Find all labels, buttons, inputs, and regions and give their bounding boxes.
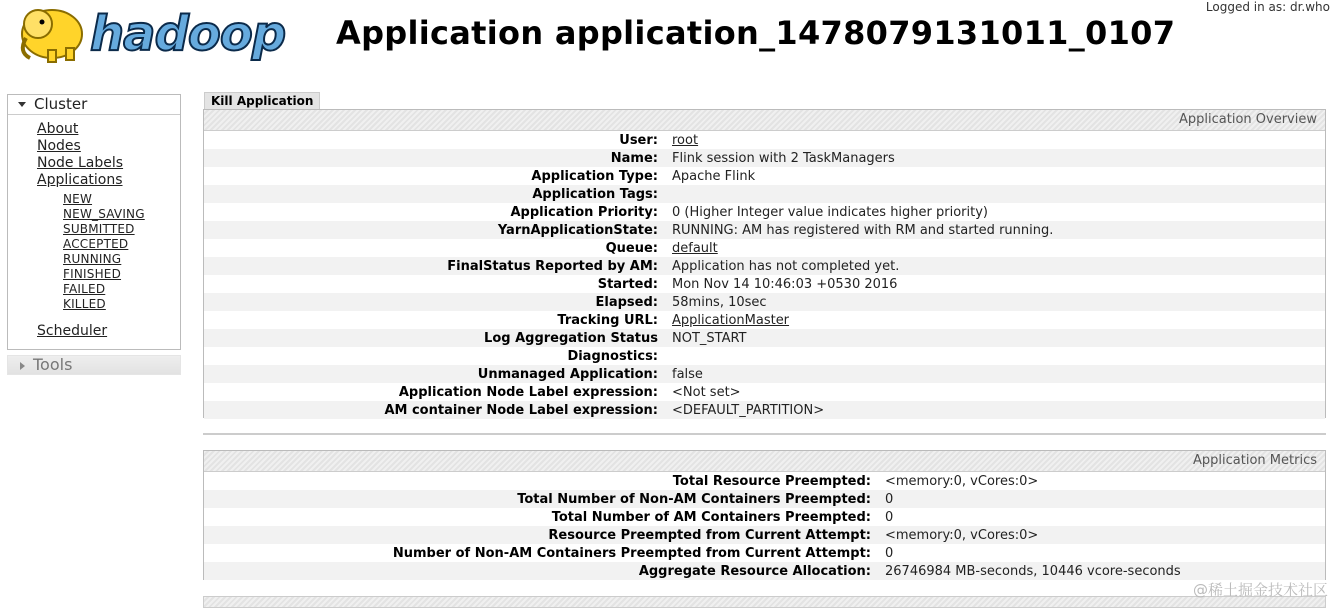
row-label: Total Number of Non-AM Containers Preempted: bbox=[517, 491, 871, 507]
application-metrics-panel bbox=[203, 450, 1326, 580]
row-value-link[interactable]: root bbox=[672, 132, 699, 148]
row-value-cell bbox=[665, 203, 1325, 221]
info-row bbox=[204, 167, 1325, 185]
row-value: <memory:0, vCores:0> bbox=[885, 527, 1039, 543]
info-row bbox=[204, 293, 1325, 311]
row-value-cell bbox=[665, 257, 1325, 275]
row-label: Tracking URL: bbox=[557, 312, 658, 328]
info-row bbox=[204, 347, 1325, 365]
row-value-cell bbox=[878, 508, 1325, 526]
nav-node-labels[interactable]: Node Labels bbox=[37, 155, 124, 171]
row-value: false bbox=[672, 366, 703, 382]
attempts-table-header bbox=[203, 596, 1326, 608]
nav-scheduler[interactable]: Scheduler bbox=[37, 323, 108, 339]
kill-application-button[interactable]: Kill Application bbox=[204, 92, 320, 111]
row-value-cell bbox=[665, 311, 1325, 329]
info-row bbox=[204, 275, 1325, 293]
row-label: Application Node Label expression: bbox=[398, 384, 658, 400]
row-label: Resource Preempted from Current Attempt: bbox=[548, 527, 871, 543]
row-value: 0 bbox=[885, 491, 894, 507]
row-value: <memory:0, vCores:0> bbox=[885, 473, 1039, 489]
cluster-nav bbox=[7, 94, 181, 350]
row-value-cell bbox=[665, 293, 1325, 311]
row-value: 0 bbox=[885, 545, 894, 561]
info-row bbox=[204, 472, 1325, 490]
row-label: Application Priority: bbox=[510, 204, 658, 220]
row-value: Mon Nov 14 10:46:03 +0530 2016 bbox=[672, 276, 898, 292]
row-label: AM container Node Label expression: bbox=[384, 402, 658, 418]
info-row bbox=[204, 239, 1325, 257]
info-row bbox=[204, 562, 1325, 580]
info-row bbox=[204, 131, 1325, 149]
row-value: 0 bbox=[885, 509, 894, 525]
hadoop-logo bbox=[8, 0, 308, 72]
row-value-cell bbox=[665, 383, 1325, 401]
info-row bbox=[204, 544, 1325, 562]
row-value-cell bbox=[665, 329, 1325, 347]
overview-header: Application Overview bbox=[204, 110, 1325, 131]
row-value: NOT_START bbox=[672, 330, 747, 346]
row-value-cell bbox=[665, 131, 1325, 149]
row-value-cell bbox=[665, 149, 1325, 167]
row-label: User: bbox=[619, 132, 658, 148]
row-value-cell bbox=[878, 490, 1325, 508]
info-row bbox=[204, 221, 1325, 239]
row-value-cell bbox=[665, 275, 1325, 293]
metrics-table bbox=[204, 472, 1325, 580]
row-value-cell bbox=[665, 221, 1325, 239]
overview-table bbox=[204, 131, 1325, 419]
row-label: Diagnostics: bbox=[567, 348, 658, 364]
nav-state-running[interactable]: RUNNING bbox=[63, 252, 122, 266]
row-label: Total Number of AM Containers Preempted: bbox=[551, 509, 871, 525]
nav-applications[interactable]: Applications bbox=[37, 172, 123, 188]
row-value-cell bbox=[665, 401, 1325, 419]
row-label: Application Tags: bbox=[532, 186, 658, 202]
info-row bbox=[204, 401, 1325, 419]
info-row bbox=[204, 257, 1325, 275]
row-label: Number of Non-AM Containers Preempted from Current Attempt: bbox=[392, 545, 871, 561]
row-value-link[interactable]: ApplicationMaster bbox=[672, 312, 790, 328]
watermark: @稀土掘金技术社区 bbox=[1192, 581, 1328, 599]
info-row bbox=[204, 365, 1325, 383]
tools-label: Tools bbox=[33, 355, 73, 374]
row-value: 26746984 MB-seconds, 10446 vcore-seconds bbox=[885, 563, 1181, 579]
row-value-cell bbox=[665, 239, 1325, 257]
row-label: Queue: bbox=[605, 240, 658, 256]
cluster-header[interactable] bbox=[8, 95, 180, 115]
info-row bbox=[204, 329, 1325, 347]
row-label: YarnApplicationState: bbox=[497, 222, 658, 238]
row-value-cell bbox=[665, 347, 1325, 365]
row-value: Apache Flink bbox=[672, 168, 756, 184]
row-label: Total Resource Preempted: bbox=[672, 473, 871, 489]
hadoop-wordmark: hadoop bbox=[90, 6, 286, 62]
metrics-header: Application Metrics bbox=[204, 451, 1325, 472]
caret-right-icon bbox=[20, 362, 25, 370]
row-value-cell bbox=[878, 544, 1325, 562]
page-title: Application application_1478079131011_0107 bbox=[336, 14, 1176, 52]
row-value: Application has not completed yet. bbox=[672, 258, 900, 274]
row-value: 0 (Higher Integer value indicates higher priority) bbox=[672, 204, 988, 220]
row-value: RUNNING: AM has registered with RM and started running. bbox=[672, 222, 1054, 238]
nav-about[interactable]: About bbox=[37, 121, 79, 137]
row-label: FinalStatus Reported by AM: bbox=[447, 258, 658, 274]
application-overview-panel bbox=[203, 109, 1326, 418]
nav-state-failed[interactable]: FAILED bbox=[63, 282, 106, 296]
row-value-cell bbox=[878, 526, 1325, 544]
nav-state-submitted[interactable]: SUBMITTED bbox=[63, 222, 135, 236]
info-row bbox=[204, 383, 1325, 401]
info-row bbox=[204, 526, 1325, 544]
info-row bbox=[204, 508, 1325, 526]
info-row bbox=[204, 490, 1325, 508]
cluster-label: Cluster bbox=[34, 95, 88, 113]
row-label: Elapsed: bbox=[595, 294, 658, 310]
row-label: Started: bbox=[597, 276, 658, 292]
nav-state-killed[interactable]: KILLED bbox=[63, 297, 106, 311]
row-value-cell bbox=[878, 562, 1325, 580]
section-divider bbox=[203, 433, 1326, 435]
logged-in-user: Logged in as: dr.who bbox=[1205, 0, 1330, 14]
row-label: Application Type: bbox=[531, 168, 658, 184]
row-value: 58mins, 10sec bbox=[672, 294, 767, 310]
row-label: Log Aggregation Status bbox=[484, 330, 658, 346]
row-label: Unmanaged Application: bbox=[477, 366, 658, 382]
row-value: <Not set> bbox=[672, 384, 741, 400]
info-row bbox=[204, 149, 1325, 167]
info-row bbox=[204, 311, 1325, 329]
info-row bbox=[204, 203, 1325, 221]
nav-nodes[interactable]: Nodes bbox=[37, 138, 81, 154]
row-value: <DEFAULT_PARTITION> bbox=[672, 402, 825, 418]
row-label: Name: bbox=[610, 150, 658, 166]
row-value-cell bbox=[878, 472, 1325, 490]
row-label: Aggregate Resource Allocation: bbox=[638, 563, 871, 579]
nav-state-new[interactable]: NEW bbox=[63, 192, 93, 206]
caret-down-icon bbox=[18, 102, 26, 107]
row-value-cell bbox=[665, 167, 1325, 185]
nav-state-finished[interactable]: FINISHED bbox=[63, 267, 122, 281]
row-value: Flink session with 2 TaskManagers bbox=[672, 150, 895, 166]
nav-state-new-saving[interactable]: NEW_SAVING bbox=[63, 207, 145, 221]
tools-header[interactable] bbox=[7, 355, 181, 375]
nav-state-accepted[interactable]: ACCEPTED bbox=[63, 237, 129, 251]
info-row bbox=[204, 185, 1325, 203]
row-value-link[interactable]: default bbox=[672, 240, 718, 256]
row-value-cell bbox=[665, 185, 1325, 203]
row-value-cell bbox=[665, 365, 1325, 383]
